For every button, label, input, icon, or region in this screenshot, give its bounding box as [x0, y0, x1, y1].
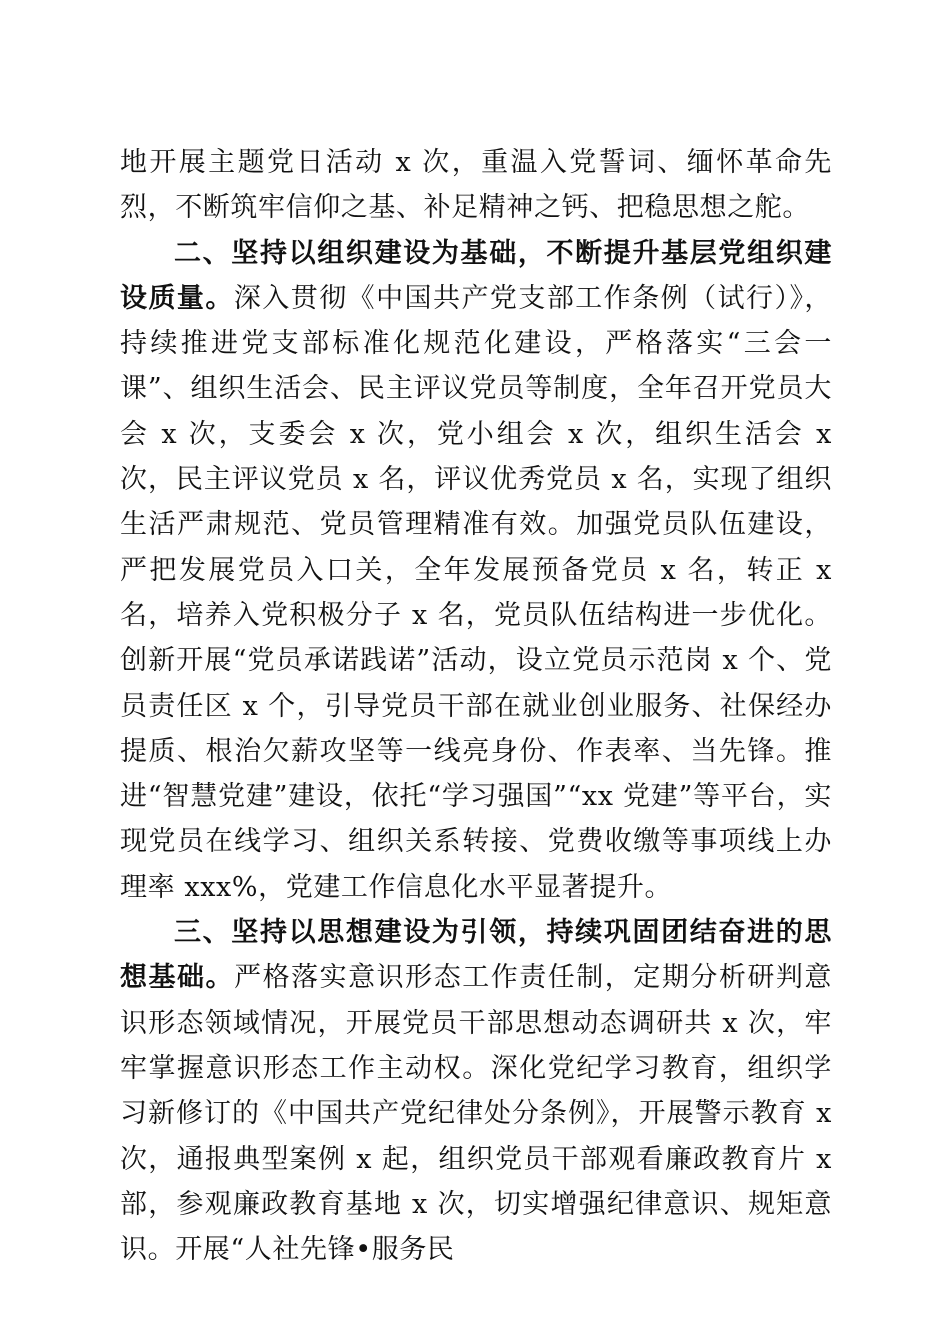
section-heading: 二、坚持以组织建设为基础，不断提升基层党组织建设质量。: [120, 237, 832, 314]
section-heading: 三、坚持以思想建设为引领，持续巩固团结奋进的思想基础。: [120, 917, 832, 994]
paragraph-body: 严格落实意识形态工作责任制，定期分析研判意识形态领域情况，开展党员干部思想动态调研共 x 次，牢牢掌握意识形态工作主动权。深化党纪学习教育，组织学习新修订的《中国共产党纪律处分条例》，开展警示教育 x 次，通报典型案例 x 起，组织党员干部观看廉政教育片 x 部，参观廉政教育基地 x 次，切实增强纪律意识、规矩意识。开展“人社先锋•服务民: [120, 962, 832, 1266]
paragraph-organization-building: [120, 231, 832, 910]
paragraph-body: 深入贯彻《中国共产党支部工作条例（试行）》，持续推进党支部标准化规范化建设，严格落实“三会一课”、组织生活会、民主评议党员等制度，全年召开党员大会 x 次，支委会 x 次，党小组会 x 次，组织生活会 x 次，民主评议党员 x 名，评议优秀党员 x 名，实现了组织生活严肃规范、党员管理精准有效。加强党员队伍建设，严把发展党员入口关，全年发展预备党员 x 名，转正 x 名，培养入党积极分子 x 名，党员队伍结构进一步优化。创新开展“党员承诺践诺”活动，设立党员示范岗 x 个、党员责任区 x 个，引导党员干部在就业创业服务、社保经办提质、根治欠薪攻坚等一线亮身份、作表率、当先锋。推进“智慧党建”建设，依托“学习强国”“xx 党建”等平台，实现党员在线学习、组织关系转接、党费收缴等事项线上办理率 xxx%，党建工作信息化水平显著提升。: [120, 282, 832, 903]
paragraph-body: 地开展主题党日活动 x 次，重温入党誓词、缅怀革命先烈，不断筑牢信仰之基、补足精神之钙、把稳思想之舵。: [120, 147, 832, 224]
paragraph-ideological-building: [120, 910, 832, 1272]
paragraph-continuation: [120, 140, 832, 231]
document-page: [120, 140, 832, 1272]
